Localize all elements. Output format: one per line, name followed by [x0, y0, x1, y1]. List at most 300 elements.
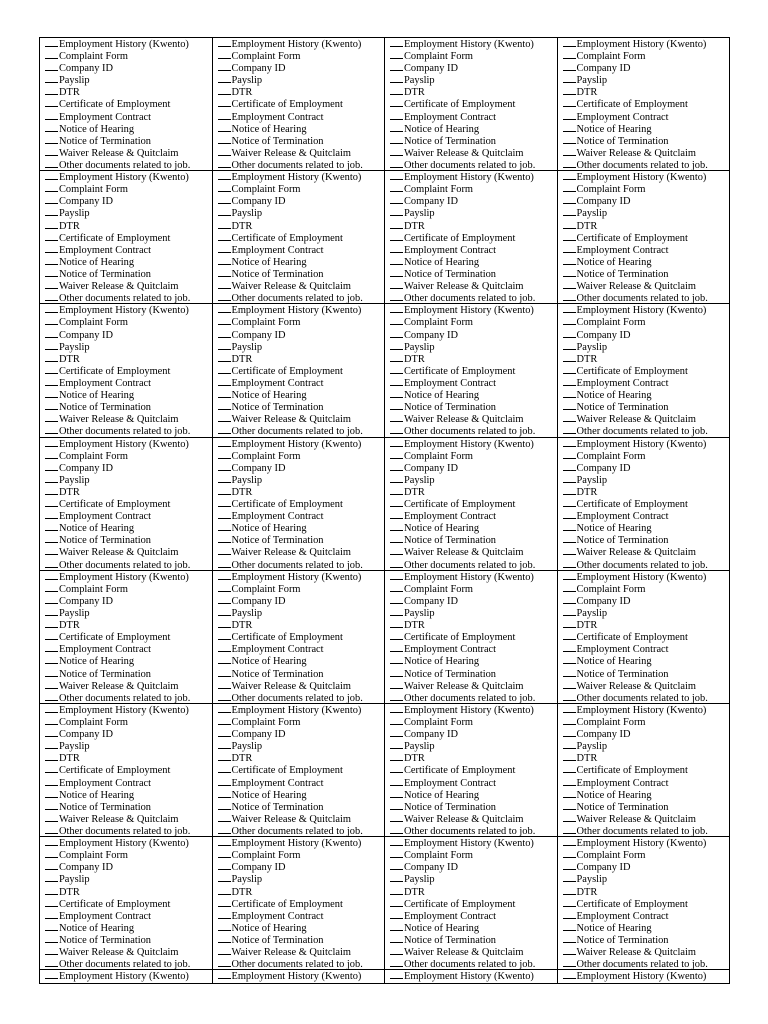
checkbox-blank-line[interactable]	[390, 341, 403, 350]
checkbox-blank-line[interactable]	[390, 595, 403, 604]
checkbox-blank-line[interactable]	[563, 559, 576, 568]
checkbox-blank-line[interactable]	[45, 801, 58, 810]
checkbox-blank-line[interactable]	[390, 655, 403, 664]
checkbox-blank-line[interactable]	[45, 607, 58, 616]
checkbox-blank-line[interactable]	[218, 329, 231, 338]
checkbox-blank-line[interactable]	[563, 159, 576, 168]
checkbox-blank-line[interactable]	[218, 934, 231, 943]
checkbox-blank-line[interactable]	[45, 316, 58, 325]
checkbox-blank-line[interactable]	[45, 619, 58, 628]
checkbox-blank-line[interactable]	[563, 789, 576, 798]
checkbox-blank-line[interactable]	[390, 62, 403, 71]
checkbox-blank-line[interactable]	[563, 813, 576, 822]
checkbox-blank-line[interactable]	[563, 873, 576, 882]
checkbox-blank-line[interactable]	[45, 232, 58, 241]
checkbox-blank-line[interactable]	[45, 220, 58, 229]
checkbox-blank-line[interactable]	[390, 123, 403, 132]
checkbox-blank-line[interactable]	[563, 195, 576, 204]
checkbox-blank-line[interactable]	[390, 849, 403, 858]
checkbox-blank-line[interactable]	[45, 183, 58, 192]
checkbox-blank-line[interactable]	[218, 873, 231, 882]
checkbox-blank-line[interactable]	[390, 619, 403, 628]
checkbox-blank-line[interactable]	[45, 595, 58, 604]
checkbox-blank-line[interactable]	[45, 413, 58, 422]
checkbox-blank-line[interactable]	[45, 292, 58, 301]
checkbox-blank-line[interactable]	[218, 268, 231, 277]
checkbox-blank-line[interactable]	[563, 438, 576, 447]
checkbox-blank-line[interactable]	[218, 922, 231, 931]
checkbox-blank-line[interactable]	[45, 898, 58, 907]
checkbox-blank-line[interactable]	[45, 329, 58, 338]
checkbox-blank-line[interactable]	[218, 752, 231, 761]
checkbox-blank-line[interactable]	[390, 377, 403, 386]
checkbox-blank-line[interactable]	[218, 171, 231, 180]
checkbox-blank-line[interactable]	[563, 232, 576, 241]
checkbox-blank-line[interactable]	[45, 789, 58, 798]
checkbox-blank-line[interactable]	[218, 716, 231, 725]
checkbox-blank-line[interactable]	[390, 522, 403, 531]
checkbox-blank-line[interactable]	[45, 438, 58, 447]
checkbox-blank-line[interactable]	[45, 123, 58, 132]
checkbox-blank-line[interactable]	[390, 389, 403, 398]
checkbox-blank-line[interactable]	[45, 571, 58, 580]
checkbox-blank-line[interactable]	[45, 389, 58, 398]
checkbox-blank-line[interactable]	[45, 377, 58, 386]
checkbox-blank-line[interactable]	[390, 764, 403, 773]
checkbox-blank-line[interactable]	[45, 498, 58, 507]
checkbox-blank-line[interactable]	[563, 910, 576, 919]
checkbox-blank-line[interactable]	[390, 801, 403, 810]
checkbox-blank-line[interactable]	[390, 825, 403, 834]
checkbox-blank-line[interactable]	[45, 668, 58, 677]
checkbox-blank-line[interactable]	[390, 704, 403, 713]
checkbox-blank-line[interactable]	[563, 329, 576, 338]
checkbox-blank-line[interactable]	[45, 244, 58, 253]
checkbox-blank-line[interactable]	[218, 474, 231, 483]
checkbox-blank-line[interactable]	[390, 474, 403, 483]
checkbox-blank-line[interactable]	[218, 389, 231, 398]
checkbox-blank-line[interactable]	[45, 849, 58, 858]
checkbox-blank-line[interactable]	[390, 898, 403, 907]
checkbox-blank-line[interactable]	[563, 86, 576, 95]
checkbox-blank-line[interactable]	[45, 970, 58, 979]
checkbox-blank-line[interactable]	[563, 607, 576, 616]
checkbox-blank-line[interactable]	[218, 692, 231, 701]
checkbox-blank-line[interactable]	[563, 171, 576, 180]
checkbox-blank-line[interactable]	[390, 304, 403, 313]
checkbox-blank-line[interactable]	[45, 50, 58, 59]
checkbox-blank-line[interactable]	[218, 583, 231, 592]
checkbox-blank-line[interactable]	[218, 728, 231, 737]
checkbox-blank-line[interactable]	[390, 256, 403, 265]
checkbox-blank-line[interactable]	[563, 680, 576, 689]
checkbox-blank-line[interactable]	[390, 752, 403, 761]
checkbox-blank-line[interactable]	[218, 813, 231, 822]
checkbox-blank-line[interactable]	[563, 631, 576, 640]
checkbox-blank-line[interactable]	[218, 462, 231, 471]
checkbox-blank-line[interactable]	[390, 50, 403, 59]
checkbox-blank-line[interactable]	[563, 256, 576, 265]
checkbox-blank-line[interactable]	[45, 62, 58, 71]
checkbox-blank-line[interactable]	[390, 559, 403, 568]
checkbox-blank-line[interactable]	[390, 365, 403, 374]
checkbox-blank-line[interactable]	[563, 764, 576, 773]
checkbox-blank-line[interactable]	[45, 728, 58, 737]
checkbox-blank-line[interactable]	[218, 486, 231, 495]
checkbox-blank-line[interactable]	[218, 220, 231, 229]
checkbox-blank-line[interactable]	[563, 74, 576, 83]
checkbox-blank-line[interactable]	[390, 680, 403, 689]
checkbox-blank-line[interactable]	[218, 886, 231, 895]
checkbox-blank-line[interactable]	[45, 171, 58, 180]
checkbox-blank-line[interactable]	[390, 462, 403, 471]
checkbox-blank-line[interactable]	[45, 98, 58, 107]
checkbox-blank-line[interactable]	[218, 62, 231, 71]
checkbox-blank-line[interactable]	[45, 922, 58, 931]
checkbox-blank-line[interactable]	[563, 365, 576, 374]
checkbox-blank-line[interactable]	[218, 353, 231, 362]
checkbox-blank-line[interactable]	[563, 546, 576, 555]
checkbox-blank-line[interactable]	[45, 873, 58, 882]
checkbox-blank-line[interactable]	[563, 728, 576, 737]
checkbox-blank-line[interactable]	[218, 38, 231, 47]
checkbox-blank-line[interactable]	[563, 98, 576, 107]
checkbox-blank-line[interactable]	[45, 643, 58, 652]
checkbox-blank-line[interactable]	[563, 268, 576, 277]
checkbox-blank-line[interactable]	[390, 970, 403, 979]
checkbox-blank-line[interactable]	[218, 655, 231, 664]
checkbox-blank-line[interactable]	[563, 716, 576, 725]
checkbox-blank-line[interactable]	[390, 861, 403, 870]
checkbox-blank-line[interactable]	[563, 486, 576, 495]
checkbox-blank-line[interactable]	[563, 934, 576, 943]
checkbox-blank-line[interactable]	[45, 546, 58, 555]
checkbox-blank-line[interactable]	[563, 777, 576, 786]
checkbox-blank-line[interactable]	[390, 353, 403, 362]
checkbox-blank-line[interactable]	[218, 704, 231, 713]
checkbox-blank-line[interactable]	[390, 873, 403, 882]
checkbox-blank-line[interactable]	[563, 316, 576, 325]
checkbox-blank-line[interactable]	[563, 220, 576, 229]
checkbox-blank-line[interactable]	[390, 643, 403, 652]
checkbox-blank-line[interactable]	[390, 292, 403, 301]
checkbox-blank-line[interactable]	[390, 716, 403, 725]
checkbox-blank-line[interactable]	[390, 813, 403, 822]
checkbox-blank-line[interactable]	[45, 353, 58, 362]
checkbox-blank-line[interactable]	[218, 740, 231, 749]
checkbox-blank-line[interactable]	[218, 195, 231, 204]
checkbox-blank-line[interactable]	[45, 86, 58, 95]
checkbox-blank-line[interactable]	[45, 159, 58, 168]
checkbox-blank-line[interactable]	[218, 377, 231, 386]
checkbox-blank-line[interactable]	[390, 38, 403, 47]
checkbox-blank-line[interactable]	[563, 571, 576, 580]
checkbox-blank-line[interactable]	[218, 825, 231, 834]
checkbox-blank-line[interactable]	[45, 740, 58, 749]
checkbox-blank-line[interactable]	[218, 280, 231, 289]
checkbox-blank-line[interactable]	[390, 886, 403, 895]
checkbox-blank-line[interactable]	[218, 341, 231, 350]
checkbox-blank-line[interactable]	[218, 668, 231, 677]
checkbox-blank-line[interactable]	[218, 801, 231, 810]
checkbox-blank-line[interactable]	[45, 692, 58, 701]
checkbox-blank-line[interactable]	[218, 849, 231, 858]
checkbox-blank-line[interactable]	[563, 522, 576, 531]
checkbox-blank-line[interactable]	[563, 898, 576, 907]
checkbox-blank-line[interactable]	[563, 401, 576, 410]
checkbox-blank-line[interactable]	[218, 98, 231, 107]
checkbox-blank-line[interactable]	[218, 413, 231, 422]
checkbox-blank-line[interactable]	[390, 268, 403, 277]
checkbox-blank-line[interactable]	[563, 861, 576, 870]
checkbox-blank-line[interactable]	[563, 946, 576, 955]
checkbox-blank-line[interactable]	[45, 680, 58, 689]
checkbox-blank-line[interactable]	[45, 946, 58, 955]
checkbox-blank-line[interactable]	[45, 280, 58, 289]
checkbox-blank-line[interactable]	[45, 825, 58, 834]
checkbox-blank-line[interactable]	[45, 304, 58, 313]
checkbox-blank-line[interactable]	[563, 244, 576, 253]
checkbox-blank-line[interactable]	[218, 74, 231, 83]
checkbox-blank-line[interactable]	[563, 655, 576, 664]
checkbox-blank-line[interactable]	[563, 183, 576, 192]
checkbox-blank-line[interactable]	[45, 631, 58, 640]
checkbox-blank-line[interactable]	[45, 268, 58, 277]
checkbox-blank-line[interactable]	[390, 946, 403, 955]
checkbox-blank-line[interactable]	[390, 450, 403, 459]
checkbox-blank-line[interactable]	[218, 438, 231, 447]
checkbox-blank-line[interactable]	[218, 304, 231, 313]
checkbox-blank-line[interactable]	[218, 595, 231, 604]
checkbox-blank-line[interactable]	[45, 655, 58, 664]
checkbox-blank-line[interactable]	[218, 123, 231, 132]
checkbox-blank-line[interactable]	[45, 510, 58, 519]
checkbox-blank-line[interactable]	[45, 777, 58, 786]
checkbox-blank-line[interactable]	[563, 425, 576, 434]
checkbox-blank-line[interactable]	[218, 232, 231, 241]
checkbox-blank-line[interactable]	[390, 546, 403, 555]
checkbox-blank-line[interactable]	[218, 147, 231, 156]
checkbox-blank-line[interactable]	[45, 474, 58, 483]
checkbox-blank-line[interactable]	[563, 837, 576, 846]
checkbox-blank-line[interactable]	[563, 825, 576, 834]
checkbox-blank-line[interactable]	[390, 135, 403, 144]
checkbox-blank-line[interactable]	[563, 207, 576, 216]
checkbox-blank-line[interactable]	[563, 450, 576, 459]
checkbox-blank-line[interactable]	[45, 401, 58, 410]
checkbox-blank-line[interactable]	[390, 280, 403, 289]
checkbox-blank-line[interactable]	[218, 898, 231, 907]
checkbox-blank-line[interactable]	[563, 135, 576, 144]
checkbox-blank-line[interactable]	[218, 958, 231, 967]
checkbox-blank-line[interactable]	[390, 232, 403, 241]
checkbox-blank-line[interactable]	[563, 849, 576, 858]
checkbox-blank-line[interactable]	[45, 425, 58, 434]
checkbox-blank-line[interactable]	[563, 377, 576, 386]
checkbox-blank-line[interactable]	[45, 861, 58, 870]
checkbox-blank-line[interactable]	[218, 970, 231, 979]
checkbox-blank-line[interactable]	[390, 183, 403, 192]
checkbox-blank-line[interactable]	[45, 74, 58, 83]
checkbox-blank-line[interactable]	[390, 438, 403, 447]
checkbox-blank-line[interactable]	[563, 704, 576, 713]
checkbox-blank-line[interactable]	[563, 304, 576, 313]
checkbox-blank-line[interactable]	[390, 728, 403, 737]
checkbox-blank-line[interactable]	[563, 474, 576, 483]
checkbox-blank-line[interactable]	[218, 159, 231, 168]
checkbox-blank-line[interactable]	[218, 764, 231, 773]
checkbox-blank-line[interactable]	[563, 595, 576, 604]
checkbox-blank-line[interactable]	[45, 135, 58, 144]
checkbox-blank-line[interactable]	[390, 631, 403, 640]
checkbox-blank-line[interactable]	[218, 316, 231, 325]
checkbox-blank-line[interactable]	[563, 801, 576, 810]
checkbox-blank-line[interactable]	[390, 207, 403, 216]
checkbox-blank-line[interactable]	[563, 534, 576, 543]
checkbox-blank-line[interactable]	[563, 280, 576, 289]
checkbox-blank-line[interactable]	[45, 764, 58, 773]
checkbox-blank-line[interactable]	[218, 571, 231, 580]
checkbox-blank-line[interactable]	[218, 450, 231, 459]
checkbox-blank-line[interactable]	[390, 498, 403, 507]
checkbox-blank-line[interactable]	[45, 813, 58, 822]
checkbox-blank-line[interactable]	[218, 789, 231, 798]
checkbox-blank-line[interactable]	[563, 353, 576, 362]
checkbox-blank-line[interactable]	[390, 668, 403, 677]
checkbox-blank-line[interactable]	[563, 692, 576, 701]
checkbox-blank-line[interactable]	[45, 522, 58, 531]
checkbox-blank-line[interactable]	[45, 559, 58, 568]
checkbox-blank-line[interactable]	[45, 195, 58, 204]
checkbox-blank-line[interactable]	[563, 752, 576, 761]
checkbox-blank-line[interactable]	[563, 38, 576, 47]
checkbox-blank-line[interactable]	[218, 546, 231, 555]
checkbox-blank-line[interactable]	[45, 704, 58, 713]
checkbox-blank-line[interactable]	[218, 498, 231, 507]
checkbox-blank-line[interactable]	[390, 171, 403, 180]
checkbox-blank-line[interactable]	[45, 365, 58, 374]
checkbox-blank-line[interactable]	[218, 111, 231, 120]
checkbox-blank-line[interactable]	[218, 207, 231, 216]
checkbox-blank-line[interactable]	[390, 607, 403, 616]
checkbox-blank-line[interactable]	[45, 958, 58, 967]
checkbox-blank-line[interactable]	[390, 740, 403, 749]
checkbox-blank-line[interactable]	[390, 789, 403, 798]
checkbox-blank-line[interactable]	[390, 147, 403, 156]
checkbox-blank-line[interactable]	[218, 256, 231, 265]
checkbox-blank-line[interactable]	[390, 220, 403, 229]
checkbox-blank-line[interactable]	[390, 413, 403, 422]
checkbox-blank-line[interactable]	[218, 643, 231, 652]
checkbox-blank-line[interactable]	[563, 619, 576, 628]
checkbox-blank-line[interactable]	[218, 619, 231, 628]
checkbox-blank-line[interactable]	[563, 462, 576, 471]
checkbox-blank-line[interactable]	[563, 123, 576, 132]
checkbox-blank-line[interactable]	[390, 534, 403, 543]
checkbox-blank-line[interactable]	[390, 910, 403, 919]
checkbox-blank-line[interactable]	[563, 111, 576, 120]
checkbox-blank-line[interactable]	[218, 680, 231, 689]
checkbox-blank-line[interactable]	[218, 365, 231, 374]
checkbox-blank-line[interactable]	[390, 401, 403, 410]
checkbox-blank-line[interactable]	[390, 934, 403, 943]
checkbox-blank-line[interactable]	[218, 522, 231, 531]
checkbox-blank-line[interactable]	[45, 256, 58, 265]
checkbox-blank-line[interactable]	[563, 62, 576, 71]
checkbox-blank-line[interactable]	[563, 886, 576, 895]
checkbox-blank-line[interactable]	[390, 425, 403, 434]
checkbox-blank-line[interactable]	[563, 740, 576, 749]
checkbox-blank-line[interactable]	[45, 534, 58, 543]
checkbox-blank-line[interactable]	[218, 50, 231, 59]
checkbox-blank-line[interactable]	[45, 583, 58, 592]
checkbox-blank-line[interactable]	[390, 486, 403, 495]
checkbox-blank-line[interactable]	[45, 462, 58, 471]
checkbox-blank-line[interactable]	[563, 958, 576, 967]
checkbox-blank-line[interactable]	[45, 486, 58, 495]
checkbox-blank-line[interactable]	[45, 837, 58, 846]
checkbox-blank-line[interactable]	[563, 389, 576, 398]
checkbox-blank-line[interactable]	[563, 292, 576, 301]
checkbox-blank-line[interactable]	[218, 510, 231, 519]
checkbox-blank-line[interactable]	[390, 195, 403, 204]
checkbox-blank-line[interactable]	[45, 934, 58, 943]
checkbox-blank-line[interactable]	[390, 777, 403, 786]
checkbox-blank-line[interactable]	[45, 38, 58, 47]
checkbox-blank-line[interactable]	[390, 329, 403, 338]
checkbox-blank-line[interactable]	[390, 958, 403, 967]
checkbox-blank-line[interactable]	[218, 244, 231, 253]
checkbox-blank-line[interactable]	[390, 111, 403, 120]
checkbox-blank-line[interactable]	[563, 643, 576, 652]
checkbox-blank-line[interactable]	[390, 583, 403, 592]
checkbox-blank-line[interactable]	[563, 413, 576, 422]
checkbox-blank-line[interactable]	[563, 50, 576, 59]
checkbox-blank-line[interactable]	[218, 837, 231, 846]
checkbox-blank-line[interactable]	[45, 716, 58, 725]
checkbox-blank-line[interactable]	[45, 886, 58, 895]
checkbox-blank-line[interactable]	[563, 583, 576, 592]
checkbox-blank-line[interactable]	[218, 559, 231, 568]
checkbox-blank-line[interactable]	[563, 970, 576, 979]
checkbox-blank-line[interactable]	[390, 837, 403, 846]
checkbox-blank-line[interactable]	[563, 922, 576, 931]
checkbox-blank-line[interactable]	[563, 668, 576, 677]
checkbox-blank-line[interactable]	[45, 207, 58, 216]
checkbox-blank-line[interactable]	[390, 571, 403, 580]
checkbox-blank-line[interactable]	[563, 341, 576, 350]
checkbox-blank-line[interactable]	[218, 534, 231, 543]
checkbox-blank-line[interactable]	[390, 74, 403, 83]
checkbox-blank-line[interactable]	[218, 910, 231, 919]
checkbox-blank-line[interactable]	[390, 316, 403, 325]
checkbox-blank-line[interactable]	[218, 425, 231, 434]
checkbox-blank-line[interactable]	[45, 910, 58, 919]
checkbox-blank-line[interactable]	[563, 498, 576, 507]
checkbox-blank-line[interactable]	[563, 510, 576, 519]
checkbox-blank-line[interactable]	[390, 244, 403, 253]
checkbox-blank-line[interactable]	[45, 341, 58, 350]
checkbox-blank-line[interactable]	[45, 111, 58, 120]
checkbox-blank-line[interactable]	[563, 147, 576, 156]
checkbox-blank-line[interactable]	[218, 292, 231, 301]
checkbox-blank-line[interactable]	[218, 86, 231, 95]
checkbox-blank-line[interactable]	[45, 450, 58, 459]
checkbox-blank-line[interactable]	[390, 692, 403, 701]
checkbox-blank-line[interactable]	[390, 510, 403, 519]
checkbox-blank-line[interactable]	[218, 631, 231, 640]
checkbox-blank-line[interactable]	[218, 861, 231, 870]
